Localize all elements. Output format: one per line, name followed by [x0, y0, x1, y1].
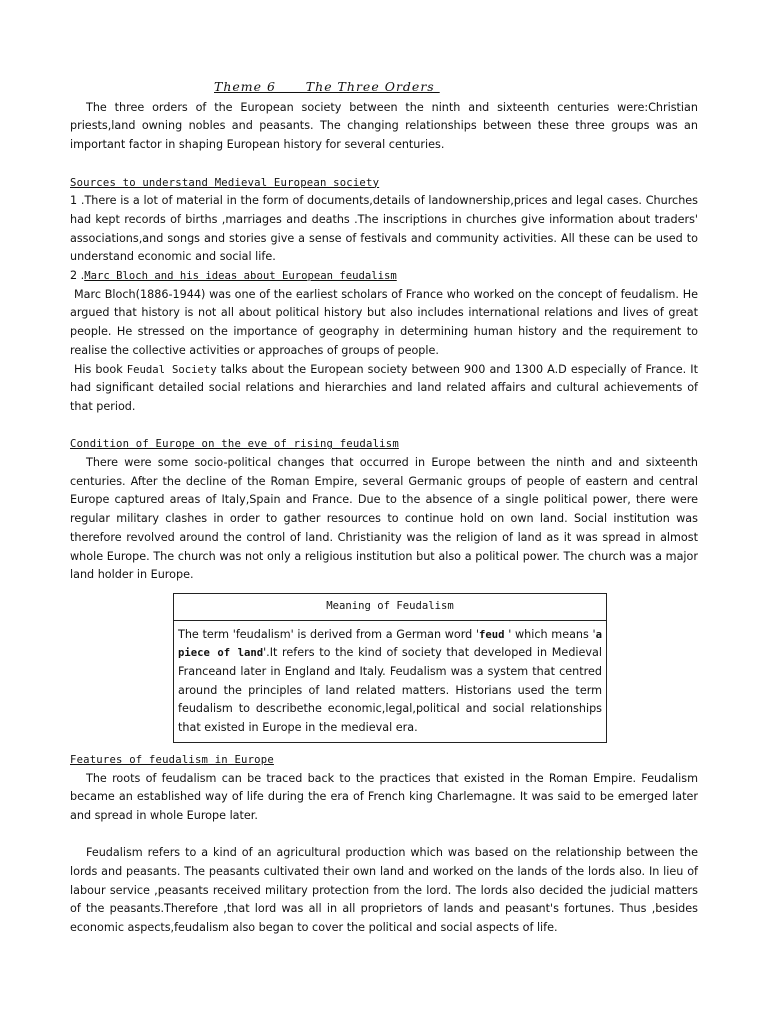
page-title: Theme 6 The Three Orders — [214, 79, 440, 94]
marc-bloch-paragraph: Marc Bloch(1886-1944) was one of the earliest scholars of France who worked on the concept of feudalism. He argued that history is not all about political history but also includes international relations and lives of great people. He stressed on the importance of geography in determining human history and the requirement to realise the collective activities or approaches of groups of people. — [70, 287, 698, 357]
sources-point-1 — [70, 192, 698, 267]
feudal-society-paragraph — [70, 361, 698, 417]
box-body — [174, 621, 606, 742]
condition-paragraph: There were some socio-political changes that occurred in Europe between the ninth and and sixteenth centuries. After the decline of the Roman Empire, several Germanic groups of people of eastern and central Europe captured areas of Italy,Spain and France. Due to the absence of a single political power, there were regular military clashes in order to gather resources to continue hold on own land. Social institution was therefore revolved around the control of land. Christianity was the religion of land as it was spread in almost whole Europe. The church was not only a religious institution but also a political power. The church was a major land holder in Europe. — [70, 456, 698, 582]
word-a-piece-of-land: a piece of land — [178, 628, 603, 660]
meaning-of-feudalism-box — [173, 593, 607, 743]
box-text-c: '.It refers to the kind of society that developed in Medieval Franceand later in England and Italy. Feudalism was a system that centred around the principles of land related matters. Historians used the term feudalism to describethe economic,legal,political and social relationships that existed in Europe in the medieval era. — [178, 646, 602, 735]
box-text-a: The term 'feudalism' is derived from a German word ' — [178, 627, 480, 641]
sources-heading: Sources to understand Medieval European society — [70, 176, 380, 189]
point-1-number: 1 . — [70, 194, 85, 208]
point-2-number: 2 . — [70, 269, 85, 283]
word-feud: feud — [479, 628, 505, 641]
feudal-society-text-b: talks about the European society between 900 and 1300 A.D especially of France. It had significant detailed social relations and hierarchies and land related affairs and cultural achievements of that period. — [70, 362, 698, 413]
marc-bloch-heading: Marc Bloch and his ideas about European feudalism — [84, 270, 397, 283]
box-text-b: ' which means ' — [504, 627, 596, 641]
book-title: Feudal Society — [126, 363, 217, 376]
condition-heading: Condition of Europe on the eve of rising feudalism — [70, 438, 399, 451]
features-paragraph-1: The roots of feudalism can be traced back to the practices that existed in the Roman Empire. Feudalism became an established way of life during the era of French king Charlemagne. It was said to be emerged later and spread in whole Europe later. — [70, 771, 698, 822]
point-1-text: There is a lot of material in the form of documents,details of landownership,prices and legal cases. Churches had kept records of births ,marriages and deaths .The inscriptions in churches give information about traders' associations,and songs and stories give a sense of festivals and community activities. All these can be used to understand economic and social life. — [70, 194, 699, 264]
features-heading: Features of feudalism in Europe — [70, 753, 274, 766]
intro-paragraph: The three orders of the European society between the ninth and sixteenth centuries were:Christian priests,land owning nobles and peasants. The changing relationships between these three groups was an important factor in shaping European history for several centuries. — [70, 100, 698, 152]
document-page — [70, 78, 698, 938]
box-title: Meaning of Feudalism — [174, 594, 606, 621]
feudal-society-text-a: His book — [74, 362, 127, 376]
sources-point-2-heading — [70, 267, 698, 286]
features-paragraph-2: Feudalism refers to a kind of an agricultural production which was based on the relationship between the lords and peasants. The peasants cultivated their own land and worked on the lands of the lords also. In lieu of labour service ,peasants received military protection from the lord. The lords also decided the judicial matters of the peasants.Therefore ,that lord was all in all proprietors of lands and peasant's fortunes. Thus ,besides economic aspects,feudalism also began to cover the political and social aspects of life. — [70, 846, 698, 935]
